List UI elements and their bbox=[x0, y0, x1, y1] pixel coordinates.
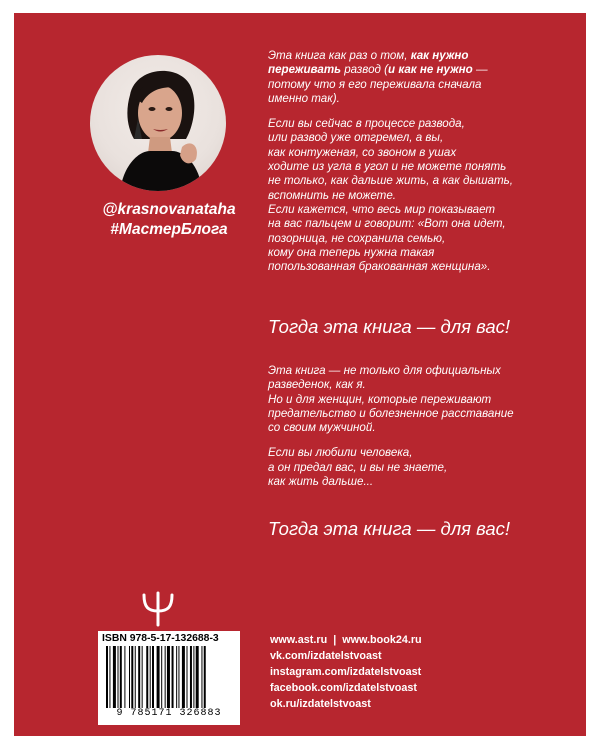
paragraph-3 bbox=[268, 446, 568, 489]
text-line: как жить дальше... bbox=[268, 475, 374, 489]
barcode-bar bbox=[201, 646, 202, 708]
paragraph-1 bbox=[268, 117, 568, 274]
link-vk[interactable]: vk.com/izdatelstvoast bbox=[270, 650, 382, 662]
barcode-bar bbox=[146, 646, 148, 708]
psi-logo-icon bbox=[138, 591, 178, 627]
barcode-bar bbox=[113, 646, 116, 708]
barcode-number: 9 785171 326883 bbox=[116, 708, 222, 719]
link-book24[interactable]: www.book24.ru bbox=[342, 634, 422, 646]
text-line: Если вы сейчас в процессе развода, bbox=[268, 117, 465, 131]
barcode-bar bbox=[150, 646, 151, 708]
barcode-bar bbox=[190, 646, 192, 708]
text-line: не только, как дальше жить, а как дышать, bbox=[268, 174, 513, 188]
barcode bbox=[98, 631, 240, 725]
link-ast[interactable]: www.ast.ru bbox=[270, 634, 328, 646]
barcode-bar bbox=[167, 646, 170, 708]
barcode-bar bbox=[131, 646, 133, 708]
isbn-label: ISBN 978-5-17-132688-3 bbox=[102, 633, 219, 644]
barcode-bar bbox=[196, 646, 199, 708]
text-line: позорница, не сохранила семью, bbox=[268, 231, 446, 245]
barcode-bar bbox=[129, 646, 130, 708]
back-cover bbox=[14, 13, 586, 736]
barcode-bar bbox=[178, 646, 179, 708]
separator: | bbox=[333, 634, 337, 646]
intro-line: переживать развод (и как не нужно — bbox=[268, 63, 488, 77]
intro-line: потому что я его переживала сначала bbox=[268, 77, 482, 91]
barcode-bar bbox=[142, 646, 143, 708]
text-line: или развод уже отгремел, а вы, bbox=[268, 131, 444, 145]
text-line: а он предал вас, и вы не знаете, bbox=[268, 460, 448, 474]
author-handle: @krasnovanataha bbox=[102, 201, 236, 218]
paragraph-2 bbox=[268, 364, 568, 435]
text-line: попользованная бракованная женщина». bbox=[268, 260, 491, 274]
text-line: кому она теперь нужна такая bbox=[268, 245, 435, 259]
text-line: со своим мужчиной. bbox=[268, 421, 376, 435]
barcode-bars bbox=[106, 646, 234, 708]
text-line: Если кажется, что весь мир показывает bbox=[268, 202, 496, 216]
barcode-bar bbox=[120, 646, 122, 708]
barcode-bar bbox=[193, 646, 194, 708]
slogan-2: Тогда эта книга — для вас! bbox=[268, 518, 511, 539]
barcode-bar bbox=[157, 646, 160, 708]
body-text-2 bbox=[268, 364, 568, 500]
barcode-bar bbox=[182, 646, 185, 708]
links-row-sites bbox=[270, 632, 422, 648]
link-facebook[interactable]: facebook.com/izdatelstvoast bbox=[270, 682, 418, 694]
text-line: вспомнить не можете. bbox=[268, 188, 396, 202]
barcode-bar bbox=[124, 646, 125, 708]
barcode-bar bbox=[172, 646, 174, 708]
barcode-bar bbox=[106, 646, 108, 708]
text-line: Если вы любили человека, bbox=[268, 446, 413, 460]
text-line: как контуженая, со звоном в ушах bbox=[268, 145, 457, 159]
barcode-bar bbox=[138, 646, 140, 708]
author-hashtag: #МастерБлога bbox=[110, 221, 228, 238]
intro-text bbox=[268, 49, 568, 285]
barcode-bar bbox=[161, 646, 162, 708]
text-line: разведенок, как я. bbox=[268, 378, 366, 392]
barcode-bar bbox=[176, 646, 177, 708]
text-line: ходите из угла в угол и не можете понять bbox=[268, 160, 507, 174]
author-portrait-illustration bbox=[90, 55, 226, 191]
intro-paragraph bbox=[268, 49, 568, 106]
slogan-1: Тогда эта книга — для вас! bbox=[268, 316, 511, 337]
barcode-bar bbox=[165, 646, 166, 708]
author-photo bbox=[90, 55, 226, 191]
barcode-bar bbox=[152, 646, 154, 708]
text-line: Эта книга — не только для официальных bbox=[268, 364, 501, 377]
author-handles bbox=[74, 200, 264, 240]
barcode-bar bbox=[118, 646, 119, 708]
intro-line: Эта книга как раз о том, как нужно bbox=[268, 49, 469, 62]
publisher-links bbox=[270, 632, 422, 712]
text-line: предательство и болезненное расставание bbox=[268, 406, 514, 420]
text-line: на вас пальцем и говорит: «Вот она идет, bbox=[268, 217, 506, 231]
text-line: Но и для женщин, которые переживают bbox=[268, 392, 492, 406]
barcode-bar bbox=[204, 646, 206, 708]
intro-line: именно так). bbox=[268, 91, 340, 105]
barcode-bar bbox=[109, 646, 110, 708]
link-instagram[interactable]: instagram.com/izdatelstvoast bbox=[270, 666, 422, 678]
link-ok[interactable]: ok.ru/izdatelstvoast bbox=[270, 698, 371, 710]
barcode-bar bbox=[135, 646, 136, 708]
barcode-bar bbox=[187, 646, 188, 708]
